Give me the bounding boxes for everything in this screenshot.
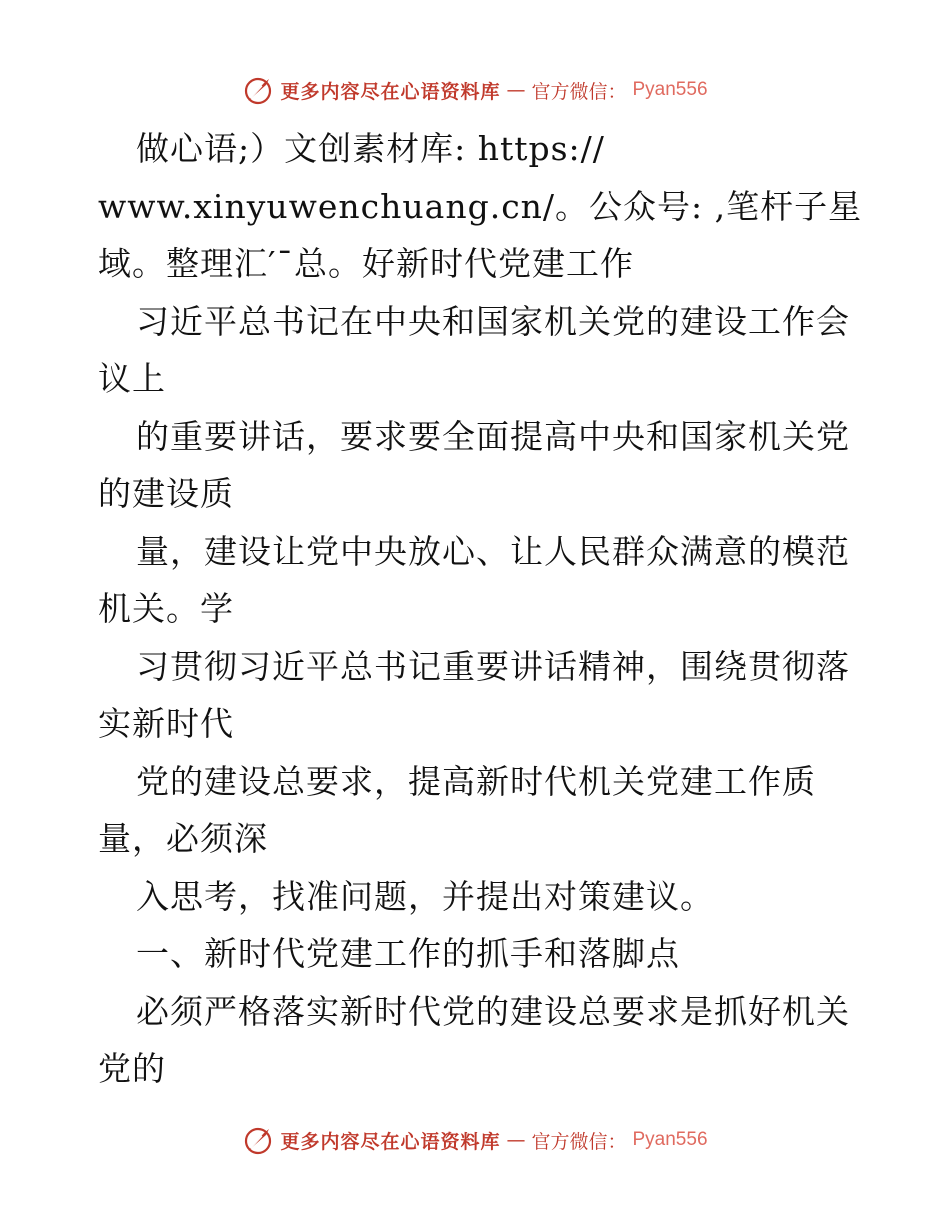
text-line: 做心语;）文创素材库: https:// [136, 129, 605, 168]
banner-wechat-label: 官方微信： [531, 80, 627, 103]
text-line: 一、新时代党建工作的抓手和落脚点 [136, 934, 680, 973]
banner-dash: — [506, 1129, 526, 1151]
text-line: 的重要讲话，要求要全面提高中央和国家机关党 [136, 416, 850, 456]
text-line: 量，必须深 [98, 819, 268, 858]
banner-promo-text: 更多内容尽在心语资料库 [280, 80, 501, 103]
text-line: 量，建设让党中央放心、让人民群众满意的模范 [136, 531, 850, 571]
quill-pen-logo-icon [242, 1124, 274, 1156]
text-line: 的建设质 [98, 474, 234, 513]
text-line: 域。整理汇′¯总。好新时代党建工作 [98, 244, 634, 283]
text-line: 机关。学 [98, 589, 234, 628]
text-line: 党的 [98, 1049, 166, 1088]
text-line: 实新时代 [98, 704, 234, 743]
banner-wechat-id: Pyan556 [632, 79, 708, 100]
text-line: 入思考，找准问题，并提出对策建议。 [136, 876, 714, 916]
text-line: 议上 [98, 359, 166, 398]
text-line: www.xinyuwenchuang.cn/。公众号: ,笔杆子星 [98, 186, 863, 226]
document-body [98, 120, 863, 1098]
text-line: 党的建设总要求，提高新时代机关党建工作质 [136, 761, 816, 801]
banner-wechat-id: Pyan556 [632, 1129, 708, 1150]
text-line: 必须严格落实新时代党的建设总要求是抓好机关 [136, 991, 850, 1031]
banner-dash: — [506, 79, 526, 101]
banner-wechat-label: 官方微信： [531, 1130, 627, 1153]
text-line: 习近平总书记在中央和国家机关党的建设工作会 [136, 301, 850, 341]
quill-pen-logo-icon [242, 74, 274, 106]
banner-promo-text: 更多内容尽在心语资料库 [280, 1130, 501, 1153]
footer-banner [0, 1120, 950, 1160]
header-banner [0, 70, 950, 110]
text-line: 习贯彻习近平总书记重要讲话精神，围绕贯彻落 [136, 646, 850, 686]
